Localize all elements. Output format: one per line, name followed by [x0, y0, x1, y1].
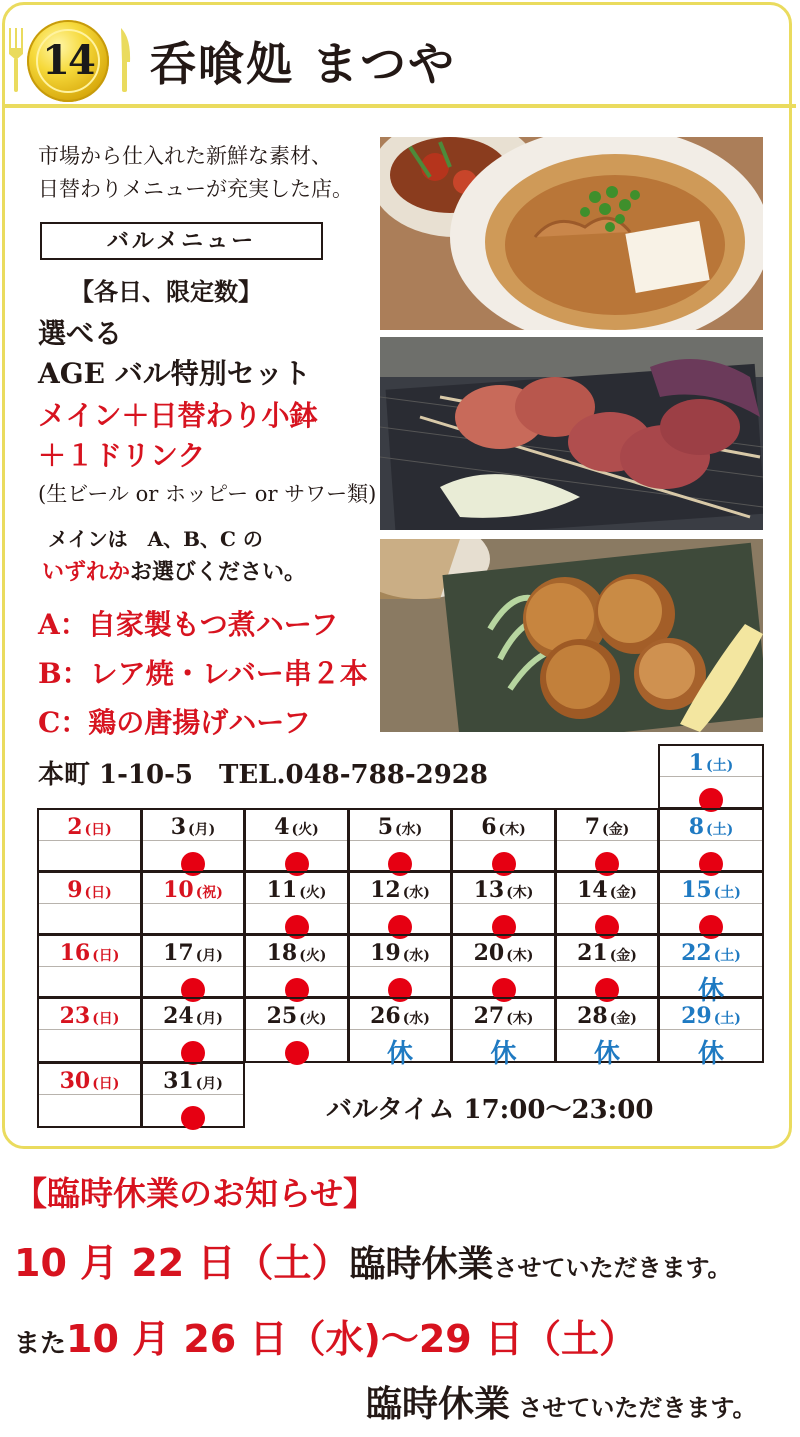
day-label — [143, 877, 243, 903]
calendar-day-26 — [348, 997, 452, 1069]
closed-mark: 休 — [386, 1039, 413, 1069]
food-photo-karaage — [380, 539, 763, 732]
notice-text: させていただきます。 — [510, 1394, 757, 1422]
intro-line: 市場から仕入れた新鮮な素材、 — [38, 144, 332, 168]
bar-time: バルタイム 17:00〜23:00 — [326, 1095, 654, 1125]
calendar-day-2 — [37, 808, 142, 872]
day-label — [350, 940, 450, 966]
shop-name: 呑喰処 まつや — [150, 37, 457, 91]
day-number: 5 — [377, 814, 394, 840]
weekday: (木) — [506, 948, 534, 964]
option-a: A：自家製もつ煮ハーフ — [38, 608, 339, 641]
notice-closed: 臨時休業 — [349, 1244, 494, 1285]
calendar-day-29 — [658, 997, 764, 1069]
weekday: (日) — [92, 948, 120, 964]
calendar-day-3 — [141, 808, 245, 872]
calendar-day-17 — [141, 934, 245, 998]
notice-closed: 臨時休業 — [366, 1384, 511, 1425]
weekday: (土) — [713, 1011, 741, 1027]
main-note-2 — [42, 555, 306, 586]
day-label — [660, 750, 762, 776]
weekday: (土) — [706, 758, 734, 774]
day-label — [39, 940, 140, 966]
weekday: (金) — [609, 1011, 637, 1027]
day-label — [453, 877, 554, 903]
weekday: (木) — [506, 885, 534, 901]
menu-line: AGE バル特別セット — [38, 357, 311, 390]
day-number: 13 — [473, 877, 505, 903]
weekday: (水) — [395, 822, 423, 838]
weekday: (火) — [299, 1011, 327, 1027]
weekday: (水) — [402, 1011, 430, 1027]
knife-icon — [118, 28, 132, 92]
day-label — [246, 940, 347, 966]
weekday: (月) — [195, 948, 223, 964]
day-number: 31 — [163, 1068, 194, 1094]
weekday: (月) — [195, 1076, 223, 1092]
calendar-day-25 — [244, 997, 349, 1063]
intro-line: 日替わりメニューが充実した店。 — [38, 177, 353, 201]
day-number: 20 — [473, 940, 505, 966]
business-calendar — [38, 745, 764, 1128]
notice-date: 10 月 22 日（土） — [14, 1241, 350, 1285]
weekday: (木) — [498, 822, 526, 838]
day-number: 2 — [67, 814, 83, 840]
shop-number-badge — [27, 20, 109, 102]
day-number: 30 — [59, 1068, 91, 1094]
day-number: 21 — [577, 940, 608, 966]
note-text: お選びください。 — [130, 559, 307, 585]
day-label — [39, 814, 140, 840]
calendar-day-31 — [141, 1062, 245, 1128]
day-number: 8 — [688, 814, 705, 840]
day-number: 14 — [577, 877, 608, 903]
weekday: (金) — [609, 885, 637, 901]
weekday: (木) — [506, 1011, 534, 1027]
day-number: 15 — [681, 877, 712, 903]
day-label — [557, 877, 657, 903]
day-number: 10 — [163, 877, 194, 903]
calendar-day-16 — [37, 934, 142, 998]
day-label — [246, 1003, 347, 1029]
calendar-day-19 — [348, 934, 452, 998]
day-number: 24 — [163, 1003, 194, 1029]
open-day-dot — [285, 1041, 309, 1065]
shop-number: 14 — [42, 37, 94, 84]
day-number: 27 — [473, 1003, 505, 1029]
day-label — [39, 877, 140, 903]
day-number: 16 — [59, 940, 91, 966]
day-number: 26 — [370, 1003, 401, 1029]
weekday: (火) — [291, 822, 319, 838]
calendar-day-4 — [244, 808, 349, 872]
weekday: (水) — [402, 885, 430, 901]
calendar-day-27 — [451, 997, 556, 1069]
weekday: (土) — [713, 885, 741, 901]
day-label — [453, 1003, 554, 1029]
day-label — [453, 940, 554, 966]
day-number: 17 — [163, 940, 194, 966]
shop-intro — [38, 140, 383, 206]
notice-text: させていただきます。 — [493, 1254, 732, 1282]
bar-menu-label: バルメニュー — [40, 222, 323, 260]
menu-line-red: ＋１ドリンク — [38, 439, 206, 472]
calendar-day-11 — [244, 871, 349, 935]
main-note: メインは A、B、C の — [48, 527, 263, 551]
day-label — [350, 1003, 450, 1029]
weekday: (祝) — [195, 885, 223, 901]
open-day-dot — [181, 1106, 205, 1130]
calendar-day-10 — [141, 871, 245, 935]
drink-options: (生ビール or ホッピー or サワー類) — [38, 482, 377, 506]
day-number: 12 — [370, 877, 401, 903]
day-number: 3 — [170, 814, 187, 840]
fork-icon — [8, 28, 24, 92]
calendar-day-23 — [37, 997, 142, 1063]
weekday: (火) — [299, 885, 327, 901]
notice-line-3 — [366, 1376, 756, 1427]
day-number: 19 — [370, 940, 401, 966]
calendar-day-20 — [451, 934, 556, 998]
day-label — [246, 877, 347, 903]
calendar-day-9 — [37, 871, 142, 935]
day-number: 22 — [681, 940, 712, 966]
calendar-day-28 — [555, 997, 659, 1069]
weekday: (日) — [92, 1011, 120, 1027]
day-number: 9 — [67, 877, 83, 903]
food-photo-skewers — [380, 337, 763, 530]
option-c: C：鶏の唐揚げハーフ — [38, 706, 311, 739]
calendar-day-12 — [348, 871, 452, 935]
day-label — [350, 814, 450, 840]
weekday: (月) — [188, 822, 216, 838]
closed-mark: 休 — [697, 976, 724, 1006]
closed-mark: 休 — [593, 1039, 620, 1069]
menu-line: 選べる — [38, 317, 123, 350]
day-number: 18 — [266, 940, 298, 966]
day-number: 11 — [266, 877, 298, 903]
weekday: (金) — [602, 822, 630, 838]
shop-address-phone: 本町 1-10-5 TEL.048-788-2928 — [38, 760, 488, 790]
calendar-day-21 — [555, 934, 659, 998]
notice-prefix: また — [14, 1329, 67, 1359]
calendar-day-14 — [555, 871, 659, 935]
option-b: B：レア焼・レバー串２本 — [38, 657, 368, 690]
notice-date-range: 10 月 26 日（水)〜29 日（土） — [66, 1317, 637, 1361]
menu-line-red: メイン＋日替わり小鉢 — [38, 399, 318, 432]
notice-line-1 — [14, 1232, 732, 1287]
calendar-day-15 — [658, 871, 764, 935]
day-label — [557, 940, 657, 966]
weekday: (土) — [713, 948, 741, 964]
day-label — [660, 940, 762, 966]
weekday: (水) — [402, 948, 430, 964]
notice-heading: 【臨時休業のお知らせ】 — [14, 1174, 377, 1213]
emphasis: いずれか — [42, 559, 131, 585]
day-number: 28 — [577, 1003, 608, 1029]
calendar-day-13 — [451, 871, 556, 935]
notice-line-2 — [14, 1308, 637, 1363]
closed-mark: 休 — [697, 1039, 724, 1069]
day-label — [660, 814, 762, 840]
day-label — [557, 814, 657, 840]
day-label — [246, 814, 347, 840]
day-number: 1 — [688, 750, 705, 776]
day-label — [39, 1003, 140, 1029]
calendar-day-5 — [348, 808, 452, 872]
weekday: (火) — [299, 948, 327, 964]
day-label — [143, 1003, 243, 1029]
day-number: 4 — [274, 814, 290, 840]
calendar-day-6 — [451, 808, 556, 872]
calendar-day-8 — [658, 808, 764, 872]
day-label — [557, 1003, 657, 1029]
day-number: 7 — [584, 814, 601, 840]
closed-mark: 休 — [490, 1039, 517, 1069]
calendar-day-24 — [141, 997, 245, 1063]
day-label — [453, 814, 554, 840]
day-label — [143, 1068, 243, 1094]
day-number: 25 — [266, 1003, 298, 1029]
weekday: (日) — [92, 1076, 120, 1092]
calendar-day-22 — [658, 934, 764, 1006]
weekday: (金) — [609, 948, 637, 964]
day-label — [143, 940, 243, 966]
day-number: 23 — [59, 1003, 91, 1029]
weekday: (土) — [706, 822, 734, 838]
day-label — [350, 877, 450, 903]
day-label — [660, 1003, 762, 1029]
day-label — [39, 1068, 140, 1094]
day-number: 6 — [481, 814, 497, 840]
calendar-day-1 — [658, 744, 764, 809]
weekday: (日) — [84, 885, 112, 901]
day-label — [660, 877, 762, 903]
food-photo-stew — [380, 137, 763, 330]
day-label — [143, 814, 243, 840]
menu-subtitle: 【各日、限定数】 — [70, 277, 262, 306]
calendar-day-7 — [555, 808, 659, 872]
calendar-day-30 — [37, 1062, 142, 1128]
header-divider — [2, 104, 796, 108]
weekday: (日) — [84, 822, 112, 838]
day-number: 29 — [681, 1003, 712, 1029]
calendar-day-18 — [244, 934, 349, 998]
weekday: (月) — [195, 1011, 223, 1027]
